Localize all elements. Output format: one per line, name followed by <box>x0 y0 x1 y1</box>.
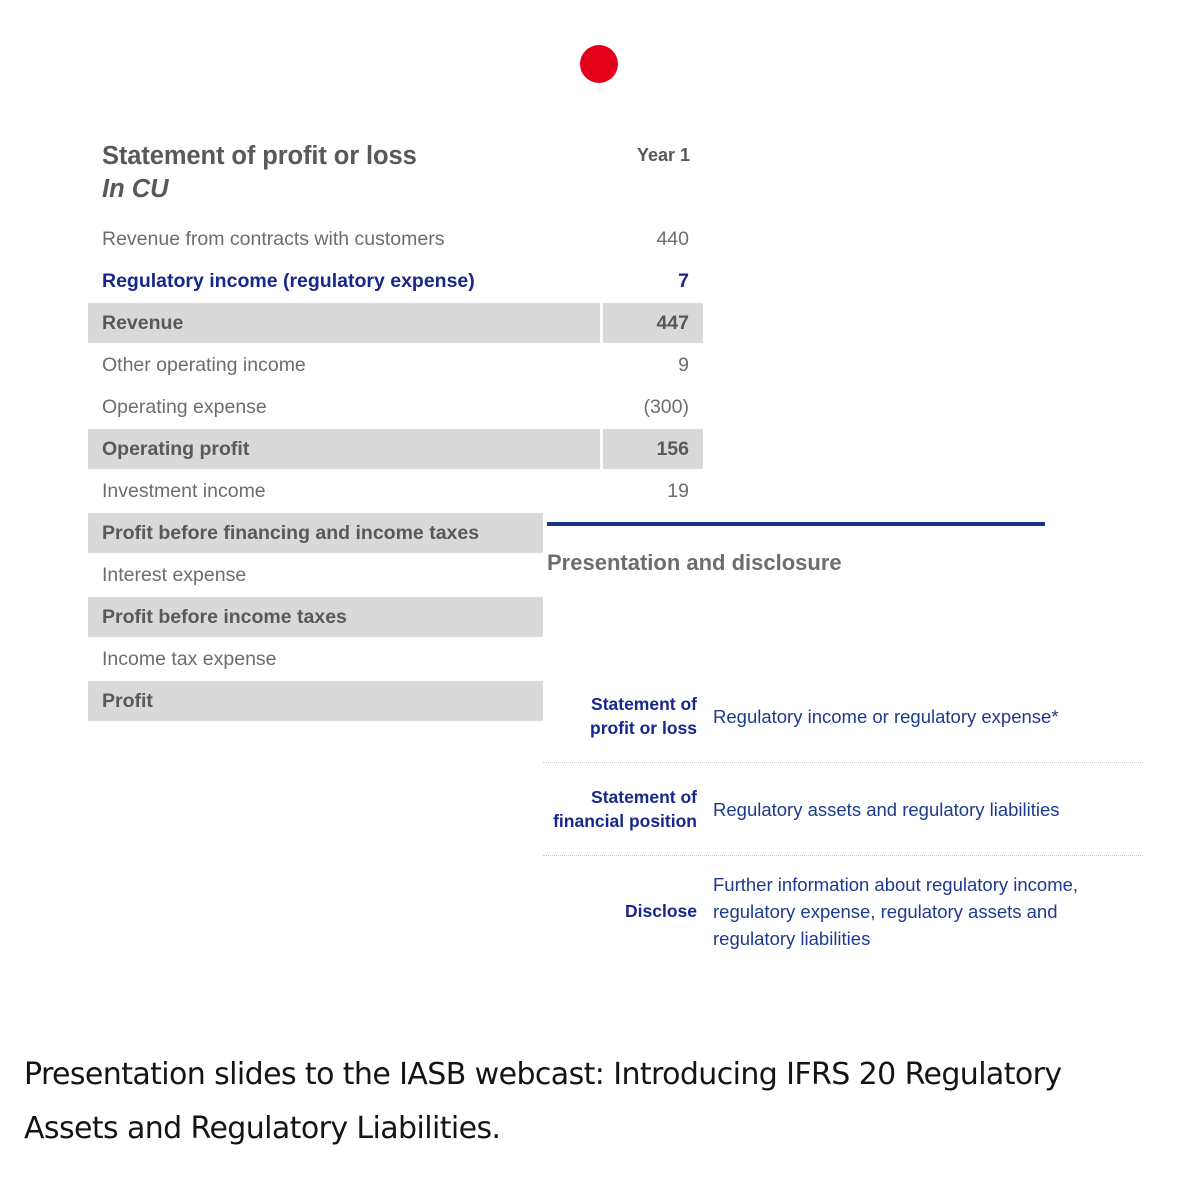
panel-row <box>543 670 1145 762</box>
row-value: 440 <box>656 227 689 250</box>
panel-row <box>543 856 1145 966</box>
panel-row-label: Disclose <box>625 901 697 921</box>
row-label: Interest expense <box>102 563 247 586</box>
table-row <box>88 428 704 470</box>
column-header-year-1: Year 1 <box>636 145 690 165</box>
red-bullet-dot <box>580 45 618 83</box>
row-label: Regulatory income (regulatory expense) <box>102 269 475 292</box>
row-label: Profit before income taxes <box>88 597 543 637</box>
table-row <box>88 386 704 428</box>
panel-row-description: Regulatory assets and regulatory liabilities <box>713 798 1060 820</box>
row-value: 9 <box>678 353 689 376</box>
row-value: (300) <box>643 395 689 418</box>
row-label: Revenue from contracts with customers <box>102 227 445 250</box>
table-row <box>88 260 704 302</box>
page-title: Statement of profit or loss <box>102 142 417 170</box>
row-label: Operating profit <box>88 429 600 469</box>
row-label: Other operating income <box>102 353 306 376</box>
row-label: Profit before financing and income taxes <box>88 513 543 553</box>
caption-text: Presentation slides to the IASB webcast: Introducing IFRS 20 Regulatory Assets and Regulatory Liabilities. <box>24 1057 1062 1146</box>
row-value: 447 <box>603 303 703 343</box>
panel-row-label: Statement of financial position <box>553 787 697 831</box>
row-label: Operating expense <box>102 395 267 418</box>
panel-row <box>543 763 1145 855</box>
panel-top-rule <box>547 522 1045 526</box>
row-label: Investment income <box>102 479 266 502</box>
table-row <box>88 344 704 386</box>
row-label: Income tax expense <box>102 647 277 670</box>
row-value: 7 <box>678 269 689 292</box>
row-label: Profit <box>88 681 543 721</box>
presentation-and-disclosure-panel <box>543 505 1155 995</box>
page-subtitle: In CU <box>102 175 169 203</box>
panel-row-list <box>543 670 1145 966</box>
panel-title: Presentation and disclosure <box>547 550 842 575</box>
table-row <box>88 302 704 344</box>
panel-row-label: Statement of profit or loss <box>590 694 697 738</box>
table-header <box>88 140 704 218</box>
panel-row-description: Further information about regulatory income, regulatory expense, regulatory assets and regulatory liabilities <box>713 873 1079 949</box>
row-value: 156 <box>603 429 703 469</box>
row-label: Revenue <box>88 303 600 343</box>
table-row <box>88 218 704 260</box>
panel-row-description: Regulatory income or regulatory expense* <box>713 705 1059 727</box>
row-value: 19 <box>667 479 689 502</box>
